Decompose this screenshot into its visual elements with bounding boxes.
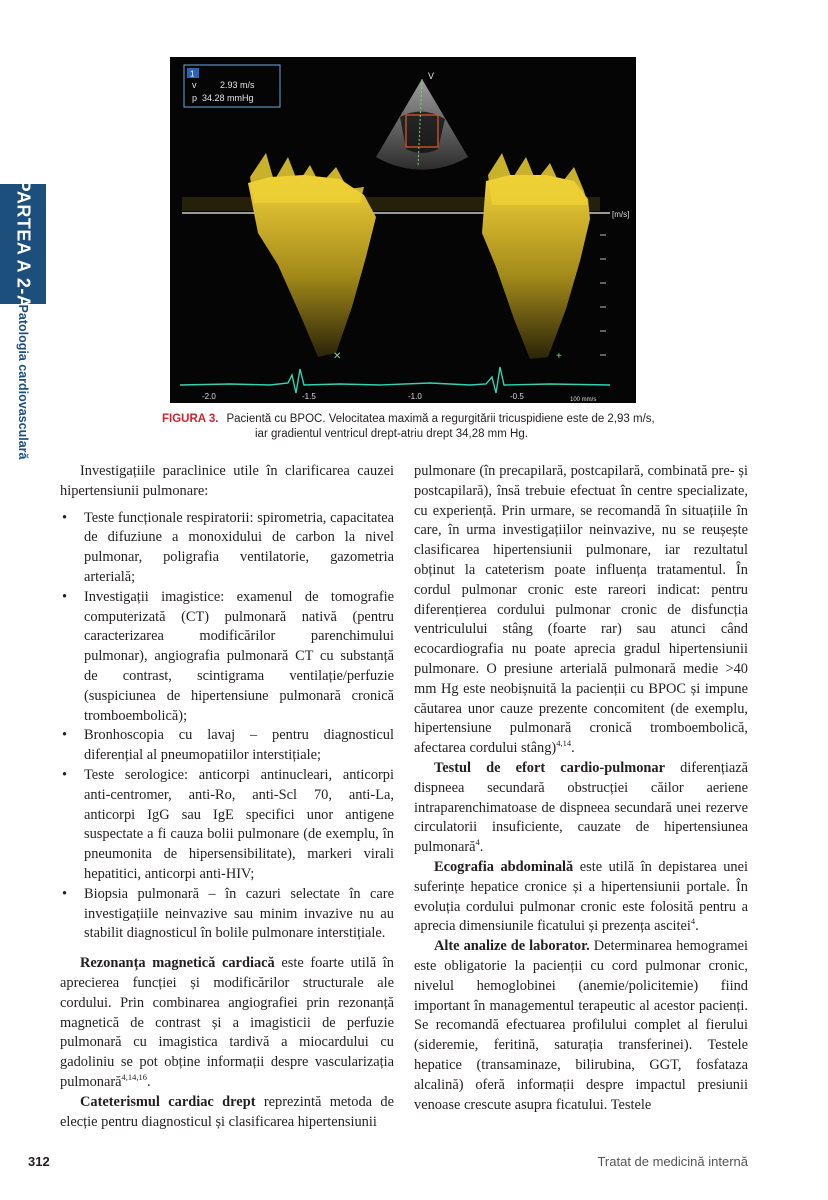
- list-item: • Biopsia pulmonară – în cazuri selectate în care investigațiile neinvazive sau minim invazive nu au stabilit diagnosticul în bolile pulmonare interstițiale.: [84, 885, 394, 944]
- cardiac-mri-paragraph: Rezonanța magnetică cardiacă este foarte utilă în aprecierea funcției și modificărilor structurale ale cordului. Prin combinarea angiografiei prin rezonanță magnetică de contrast și a imagisticii de perfuzie pulmonară cu imagistica tardivă a miocardului cu gadoliniu se pot obține informații despre vascularizația pulmonară$^{4,14,16}$.: [60, 955, 394, 1090]
- list-item: • Teste serologice: anticorpi antinucleari, anticorpi anti-centromer, anti-Ro, anti-Scl 70, anti-La, anticorpi IgG sau IgE specifici unor antigene suspectate a fi cauza bolii pulmonare (de exemplu, în pneumonita de hipersensibilitate), markeri virali hepatitici, anticorpi anti-HIV;: [84, 766, 394, 885]
- right-column: [414, 462, 748, 1115]
- section-label: Patologia cardiovasculară: [16, 304, 30, 460]
- velocity-label: v: [192, 80, 197, 90]
- caption-line-1: Pacientă cu BPOC. Velocitatea maximă a regurgitării tricuspidiene este de 2,93 m/s,: [226, 413, 655, 425]
- running-title: Tratat de medicină internă: [597, 1154, 748, 1169]
- part-label: PARTEA A 2-A: [13, 179, 34, 309]
- catheterization-paragraph: Cateterismul cardiac drept reprezintă metoda de elecție pentru diagnosticul și clasificarea hipertensiunii: [60, 1093, 394, 1130]
- pressure-label: p: [192, 93, 198, 103]
- readout-marker: 1: [190, 69, 195, 79]
- velocity-value: 2.93 m/s: [220, 80, 255, 90]
- list-item: • Teste funcționale respiratorii: spirometria, capacitatea de difuziune a monoxidului de carbon la nivel pulmonar, poligrafia ventilatorie, gazometria arterială;: [84, 509, 394, 588]
- exercise-test-heading: Testul de efort cardio-pulmonar: [434, 759, 665, 776]
- pressure-value: 34.28 mmHg: [202, 93, 254, 103]
- time-tick: -1.0: [408, 392, 422, 401]
- abdominal-echo-paragraph: Ecografia abdominală este utilă în depistarea unei suferințe hepatice cronice și a hipertensiunii portale. În evoluția cordului pulmonar cronic este folosită pentru a aprecia dimensiunile ficatului și prezența ascitei$^4$.: [414, 858, 748, 935]
- reference: 4,14: [556, 738, 572, 749]
- lab-tests-paragraph: Alte analize de laborator. Determinarea hemogramei este obligatorie la pacienții cu cord pulmonar cronic, nivelul hemoglobinei (anemie/policitemie) fiind important în managementul terapeutic al acestor pacienți. Se recomandă efectuarea profilului complet al fierului (sideremie, feritină, saturația transferinei). Testele hepatice (transaminaze, bilirubina, GGT, fosfataza alcalină) oferă informații despre impactul presiunii venoase crescute asupra ficatului. Testele: [414, 938, 748, 1113]
- page-number: 312: [28, 1154, 50, 1169]
- reference: 4: [690, 916, 696, 927]
- svg-text:✕: ✕: [333, 351, 342, 362]
- doppler-image: [170, 57, 636, 403]
- figure-caption: [162, 412, 682, 442]
- exercise-test-paragraph: Testul de efort cardio-pulmonar diferențiază dispneea secundară obstrucției căilor aeriene intraparenchimatoase de dispneea secundară unei rezerve circulatorii insuficiente, cauzate de hipertensiunea pulmonară$^4$.: [414, 759, 748, 856]
- time-tick: -1.5: [302, 392, 316, 401]
- velocity-unit: [m/s]: [612, 210, 630, 219]
- sweep-speed: 100 mm/s: [570, 397, 597, 403]
- echo-doppler-figure: [170, 57, 636, 403]
- reference: 4,14,16: [121, 1072, 148, 1083]
- intro-paragraph: Investigațiile paraclinice utile în clarificarea cauzei hipertensiunii pulmonare:: [60, 463, 394, 499]
- time-tick: -0.5: [510, 392, 524, 401]
- time-tick: -2.0: [202, 392, 216, 401]
- abdominal-echo-heading: Ecografia abdominală: [434, 858, 574, 875]
- svg-text:+: +: [556, 351, 562, 362]
- catheterization-heading: Cateterismul cardiac drept: [80, 1093, 256, 1110]
- lab-tests-heading: Alte analize de laborator.: [434, 938, 590, 955]
- list-item: • Bronhoscopia cu lavaj – pentru diagnosticul diferențial al pneumopatiilor interstițiale;: [84, 726, 394, 766]
- cardiac-mri-heading: Rezonanța magnetică cardiacă: [80, 955, 275, 972]
- catheterization-continued: pulmonare (în precapilară, postcapilară, combinată pre- și postcapilară), însă trebuie efectuat în centre specializate, cu experiență. Prin urmare, se recomandă în situațiile în care, în urma investigațiilor neinvazive, nu se reușește clasificarea hipertensiunii pulmonare, iar rezultatul obținut la cateterism poate influența tratamentul. În cordul pulmonar cronic este rareori indicat: pentru diferențierea cordului pulmonar cronic de disfuncția ventriculului stâng (foarte rar) sau atunci când ecocardiografia nu poate aprecia gradul hipertensiunii pulmonare. O presiune arterială pulmonară medie >40 mm Hg este neobișnuită la pacienții cu BPOC și impune căutarea unor cauze prezente concomitent (de exemplu, hipertensiune pulmonară cronică tromboembolică, afectarea cordului stâng)$^{4,14}$.: [414, 463, 748, 757]
- caption-line-2: iar gradientul ventricul drept-atriu drept 34,28 mm Hg.: [255, 428, 528, 440]
- left-column: [60, 462, 394, 1132]
- list-item: • Investigații imagistice: examenul de tomografie computerizată (CT) pulmonară nativă (pentru caracterizarea modificărilor parenchimului pulmonar), angiografia pulmonară CT cu substanță de contrast, scintigrama ventilație/perfuzie (suspiciunea de hipertensiune pulmonară cronică tromboembolică);: [84, 588, 394, 727]
- reference: 4: [475, 837, 480, 848]
- caption-label: FIGURA 3.: [162, 413, 219, 425]
- investigations-list: [60, 509, 394, 945]
- view-marker: V: [428, 71, 435, 81]
